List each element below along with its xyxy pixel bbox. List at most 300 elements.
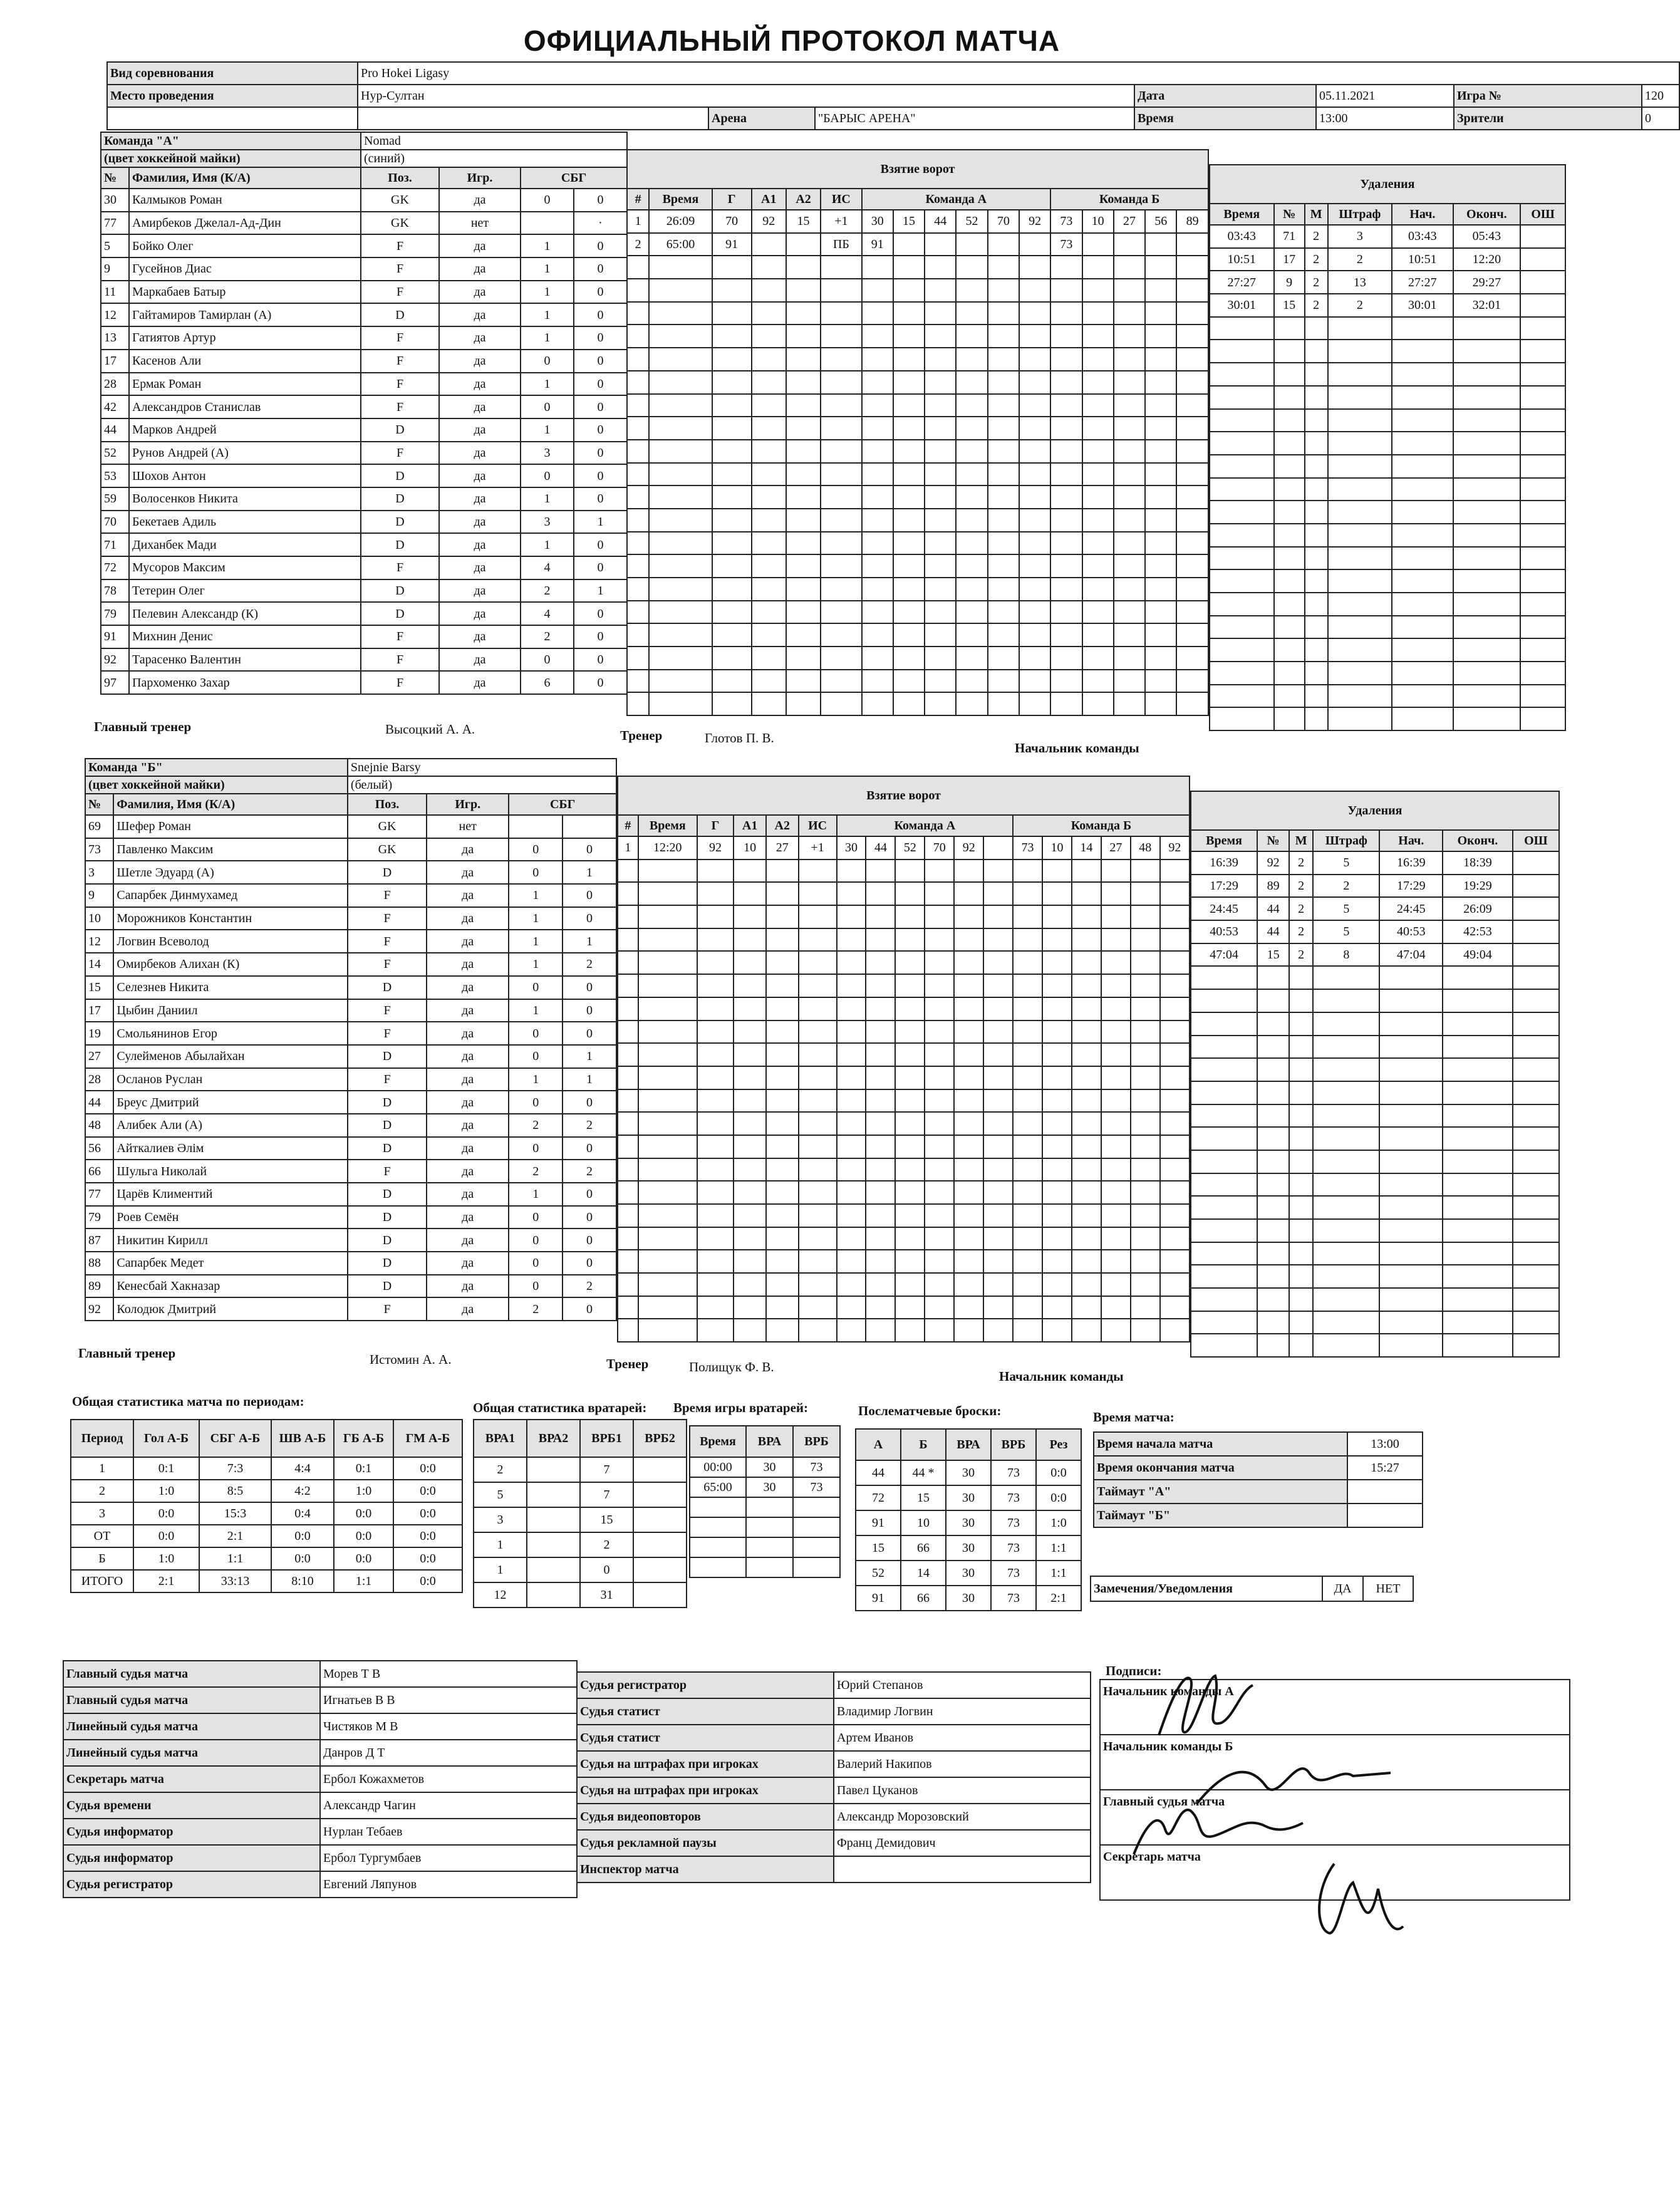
empty-cell (1101, 1296, 1131, 1319)
empty-cell (862, 486, 893, 509)
official-name: Валерий Накипов (834, 1751, 1091, 1777)
empty-cell (638, 882, 697, 905)
col-pen_time: Время (1210, 204, 1274, 225)
empty-cell (697, 882, 734, 905)
stats-cell (633, 1582, 687, 1607)
stats-cell: 0:0 (393, 1570, 462, 1592)
stats-cell: ИТОГО (71, 1570, 133, 1592)
empty-cell (893, 279, 925, 302)
empty-cell (712, 692, 752, 715)
player-shots-2: 0 (563, 884, 616, 907)
empty-cell (954, 1319, 983, 1342)
player-played: да (427, 1068, 509, 1091)
empty-cell (786, 647, 821, 670)
player-shots-1: 1 (521, 418, 574, 442)
penalty-row (1191, 1265, 1559, 1288)
empty-cell (1274, 685, 1305, 708)
empty-cell (627, 486, 649, 509)
stats-cell: 44 (856, 1460, 901, 1485)
arena-label: Арена (708, 107, 815, 130)
empty-cell (697, 951, 734, 974)
player-shots-2: 0 (574, 234, 627, 257)
player-name: Мусоров Максим (129, 556, 361, 579)
col-a1: А1 (752, 189, 786, 210)
empty-cell (956, 325, 987, 348)
empty-cell (1145, 463, 1176, 486)
player-row (85, 1252, 616, 1275)
empty-cell (799, 1112, 837, 1135)
player-number: 56 (85, 1137, 113, 1160)
goal-no: 2 (627, 233, 649, 256)
penalty-t: 30:01 (1210, 294, 1274, 317)
empty-cell (1042, 1296, 1072, 1319)
official-row (577, 1672, 1091, 1698)
empty-cell (837, 974, 866, 997)
player-played: да (427, 907, 509, 930)
empty-cell (1210, 478, 1274, 501)
empty-cell (1160, 1227, 1190, 1250)
penalty-sh: 2 (1313, 875, 1379, 898)
player-played: нет (439, 212, 521, 235)
penalties-title: Удаления (1210, 165, 1565, 204)
official-role: Судья регистратор (577, 1672, 834, 1698)
official-name: Владимир Логвин (834, 1698, 1091, 1725)
empty-cell (1131, 1089, 1160, 1113)
empty-cell (1176, 371, 1208, 394)
empty-cell (752, 486, 786, 509)
penalty-osh (1520, 248, 1565, 271)
empty-cell (638, 928, 697, 952)
empty-cell (618, 1181, 638, 1204)
empty-cell (956, 623, 987, 647)
team-name: Nomad (361, 132, 627, 150)
empty-cell (1019, 440, 1050, 463)
empty-cell (1313, 1219, 1379, 1242)
stats-cell: 8:5 (199, 1480, 271, 1502)
empty-cell (1145, 417, 1176, 440)
player-number: 28 (101, 373, 129, 396)
empty-cell (712, 440, 752, 463)
empty-cell (925, 1112, 954, 1135)
empty-cell (1013, 1158, 1042, 1182)
on-ice-b: 14 (1072, 836, 1101, 860)
empty-cell (1042, 951, 1072, 974)
empty-cell (649, 325, 712, 348)
empty-cell (1520, 662, 1565, 685)
player-played: да (427, 930, 509, 953)
empty-cell (1114, 692, 1145, 715)
player-name: Никитин Кирилл (113, 1228, 348, 1252)
player-played: да (427, 1252, 509, 1275)
player-number: 77 (101, 212, 129, 235)
empty-cell (1082, 302, 1114, 325)
penalty-sh: 8 (1313, 943, 1379, 967)
empty-cell (1392, 685, 1453, 708)
stats-cell (633, 1507, 687, 1532)
empty-cell (837, 928, 866, 952)
empty-cell (1328, 386, 1392, 409)
empty-cell (866, 1296, 895, 1319)
empty-cell (1305, 363, 1328, 386)
stats-cell (633, 1457, 687, 1482)
empty-cell (618, 928, 638, 952)
goal-row (618, 951, 1190, 974)
empty-cell (1072, 1158, 1101, 1182)
penalty-sh: 5 (1313, 897, 1379, 920)
empty-cell (1160, 1112, 1190, 1135)
stats-header: ВРБ1 (580, 1420, 633, 1457)
empty-cell (821, 348, 861, 371)
empty-cell (1072, 1135, 1101, 1158)
empty-cell (1210, 569, 1274, 593)
goal-g: 91 (712, 233, 752, 256)
player-played: да (439, 625, 521, 648)
empty-cell (734, 1319, 766, 1342)
player-shots-1: 0 (509, 1228, 563, 1252)
stats-cell (527, 1532, 580, 1557)
player-position: D (348, 976, 427, 999)
empty-cell (821, 692, 861, 715)
player-played: да (427, 999, 509, 1022)
official-row (63, 1713, 577, 1740)
empty-cell (1101, 1181, 1131, 1204)
col-team-a: Команда А (862, 189, 1051, 210)
penalty-osh (1520, 225, 1565, 248)
empty-cell (925, 509, 956, 532)
player-played: да (439, 487, 521, 511)
official-row (577, 1698, 1091, 1725)
empty-cell (988, 371, 1019, 394)
player-name: Шохов Антон (129, 464, 361, 487)
empty-cell (954, 1250, 983, 1273)
empty-cell (1050, 279, 1082, 302)
empty-cell (1379, 966, 1443, 989)
remarks-yes[interactable]: ДА (1322, 1576, 1363, 1601)
goals-title: Взятие ворот (618, 776, 1190, 815)
stats-cell: 1 (71, 1457, 133, 1480)
empty-cell (1274, 616, 1305, 639)
empty-cell (1453, 340, 1521, 363)
player-name: Осланов Руслан (113, 1068, 348, 1091)
empty-cell (638, 1021, 697, 1044)
player-shots-2: 0 (574, 556, 627, 579)
stats-cell: 0:0 (271, 1525, 334, 1547)
penalty-en: 05:43 (1453, 225, 1521, 248)
empty-cell (766, 1158, 799, 1182)
team-a-coach: Высоцкий А. А. (385, 722, 475, 737)
official-role: Судья информатор (63, 1845, 320, 1871)
goal-row (627, 256, 1208, 279)
empty-cell (1257, 1173, 1289, 1197)
empty-cell (956, 601, 987, 624)
penalty-row (1210, 524, 1565, 547)
empty-cell (956, 348, 987, 371)
empty-cell (1289, 1334, 1313, 1357)
stats-cell: 44 * (901, 1460, 946, 1485)
empty-cell (1042, 1112, 1072, 1135)
col-time: Время (638, 815, 697, 836)
empty-cell (1131, 1066, 1160, 1089)
stats-cell: 2:1 (199, 1525, 271, 1547)
penalty-row (1191, 1196, 1559, 1219)
on-ice-a: 30 (837, 836, 866, 860)
on-ice-b: 92 (1160, 836, 1190, 860)
empty-cell (983, 928, 1013, 952)
empty-cell (1289, 1265, 1313, 1288)
player-name: Шефер Роман (113, 815, 348, 838)
empty-cell (799, 1021, 837, 1044)
empty-cell (988, 670, 1019, 693)
empty-cell (925, 1158, 954, 1182)
player-played: да (427, 1091, 509, 1114)
empty-cell (1274, 638, 1305, 662)
penalty-m: 2 (1289, 920, 1313, 943)
empty-cell (638, 997, 697, 1021)
stats-cell: 15 (901, 1485, 946, 1510)
empty-cell (866, 951, 895, 974)
empty-cell (1042, 1066, 1072, 1089)
player-shots-2: 0 (563, 1183, 616, 1206)
empty-cell (752, 440, 786, 463)
empty-cell (734, 882, 766, 905)
player-shots-2: 0 (574, 281, 627, 304)
empty-cell (1274, 524, 1305, 547)
player-number: 53 (101, 464, 129, 487)
empty-cell (1019, 417, 1050, 440)
empty-cell (893, 394, 925, 417)
penalty-row (1191, 1288, 1559, 1311)
empty-cell (1050, 670, 1082, 693)
empty-cell (1313, 1334, 1379, 1357)
stats-header: ГМ А-Б (393, 1420, 462, 1457)
empty-cell (954, 1227, 983, 1250)
shootout-row (856, 1460, 1081, 1485)
empty-cell (786, 692, 821, 715)
player-name: Тетерин Олег (129, 579, 361, 603)
goal-row (618, 1319, 1190, 1342)
player-number: 44 (101, 418, 129, 442)
empty-cell (1443, 1036, 1512, 1059)
goal-a2 (786, 233, 821, 256)
official-name: Франц Демидович (834, 1830, 1091, 1856)
empty-cell (618, 1227, 638, 1250)
penalty-n: 92 (1257, 851, 1289, 875)
date-label: Дата (1134, 85, 1316, 107)
empty-cell (697, 1112, 734, 1135)
empty-cell (638, 1043, 697, 1066)
empty-cell (1072, 1227, 1101, 1250)
player-shots-1: 0 (509, 1275, 563, 1298)
empty-cell (1191, 966, 1257, 989)
penalty-row (1191, 897, 1559, 920)
stats-header-row (690, 1426, 840, 1457)
stats-cell: 66 (901, 1586, 946, 1611)
player-shots-1: 2 (509, 1297, 563, 1321)
empty-cell (1210, 707, 1274, 730)
player-row (101, 234, 627, 257)
empty-cell (862, 279, 893, 302)
empty-cell (988, 417, 1019, 440)
penalty-row (1210, 409, 1565, 432)
player-shots-2: 0 (563, 907, 616, 930)
empty-cell (712, 279, 752, 302)
player-shots-1: 0 (521, 395, 574, 418)
empty-cell (862, 463, 893, 486)
empty-cell (1274, 662, 1305, 685)
empty-cell (1145, 394, 1176, 417)
player-number: 14 (85, 953, 113, 976)
player-number: 30 (101, 189, 129, 212)
penalties-header-row (1210, 204, 1565, 225)
empty-cell (1019, 647, 1050, 670)
remarks-no[interactable]: НЕТ (1363, 1576, 1413, 1601)
player-number: 48 (85, 1114, 113, 1137)
empty-cell (1210, 409, 1274, 432)
empty-cell (821, 394, 861, 417)
player-shots-2: 0 (574, 602, 627, 625)
empty-cell (1191, 989, 1257, 1012)
empty-cell (1210, 662, 1274, 685)
goal-row (618, 997, 1190, 1021)
player-played: да (439, 464, 521, 487)
empty-cell (1019, 623, 1050, 647)
col-pen_time: Время (1191, 830, 1257, 851)
empty-cell (627, 279, 649, 302)
page-title: ОФИЦИАЛЬНЫЙ ПРОТОКОЛ МАТЧА (523, 24, 1060, 57)
empty-cell (752, 371, 786, 394)
empty-cell (1114, 509, 1145, 532)
penalty-n: 15 (1274, 294, 1305, 317)
penalty-m: 2 (1289, 943, 1313, 967)
stats-header: ВРБ (991, 1429, 1036, 1460)
empty-cell (1520, 638, 1565, 662)
empty-cell (627, 601, 649, 624)
stats-cell (690, 1517, 746, 1537)
empty-cell (954, 1066, 983, 1089)
empty-cell (1210, 524, 1274, 547)
empty-cell (1101, 1158, 1131, 1182)
player-shots-2: 2 (563, 1160, 616, 1183)
player-number: 17 (101, 350, 129, 373)
penalty-en: 42:53 (1443, 920, 1512, 943)
penalty-row (1191, 1127, 1559, 1150)
empty-cell (1101, 860, 1131, 883)
signature-chief-referee (1121, 1792, 1309, 1861)
empty-cell (954, 905, 983, 928)
period-row (71, 1502, 462, 1525)
stats-cell: ОТ (71, 1525, 133, 1547)
empty-cell (1072, 1043, 1101, 1066)
empty-cell (1379, 1288, 1443, 1311)
empty-cell (1328, 409, 1392, 432)
empty-cell (895, 974, 925, 997)
player-position: D (361, 533, 439, 556)
empty-cell (956, 394, 987, 417)
empty-cell (1520, 478, 1565, 501)
empty-cell (1257, 1196, 1289, 1219)
empty-cell (956, 486, 987, 509)
empty-cell (893, 302, 925, 325)
empty-cell (1443, 1012, 1512, 1036)
empty-cell (895, 1250, 925, 1273)
stats-cell: 1:0 (133, 1547, 199, 1570)
player-shots-1: 1 (521, 326, 574, 350)
stats-cell: 2:1 (133, 1570, 199, 1592)
stats-cell: 0 (580, 1557, 633, 1582)
team-jersey-row (85, 776, 616, 794)
stats-header: ВРА1 (474, 1420, 527, 1457)
empty-cell (837, 1158, 866, 1182)
stats-cell: 0:0 (133, 1502, 199, 1525)
empty-cell (1131, 1319, 1160, 1342)
empty-cell (697, 1158, 734, 1182)
player-number: 9 (85, 884, 113, 907)
empty-cell (1050, 325, 1082, 348)
match-time-row (1094, 1504, 1423, 1527)
empty-cell (821, 325, 861, 348)
penalty-row (1191, 1012, 1559, 1036)
empty-cell (895, 1319, 925, 1342)
empty-cell (766, 1089, 799, 1113)
empty-cell (1392, 524, 1453, 547)
empty-cell (799, 1089, 837, 1113)
empty-cell (1191, 1036, 1257, 1059)
empty-cell (1013, 1021, 1042, 1044)
on-ice-a: 15 (893, 210, 925, 233)
player-name: Бекетаев Адиль (129, 511, 361, 534)
empty-cell (866, 1089, 895, 1113)
player-shots-2 (563, 815, 616, 838)
stats-header: ВРБ2 (633, 1420, 687, 1457)
empty-cell (1042, 1158, 1072, 1182)
stats-cell: 0:0 (393, 1480, 462, 1502)
empty-cell (618, 1135, 638, 1158)
empty-cell (734, 1043, 766, 1066)
player-name: Рунов Андрей (А) (129, 442, 361, 465)
stats-cell: 4:2 (271, 1480, 334, 1502)
empty-cell (1379, 1196, 1443, 1219)
player-row (101, 418, 627, 442)
player-shots-1 (509, 815, 563, 838)
stats-cell: 12 (474, 1582, 527, 1607)
empty-cell (925, 905, 954, 928)
goal-row (627, 348, 1208, 371)
player-name: Волосенков Никита (129, 487, 361, 511)
stats-cell: 66 (901, 1535, 946, 1561)
player-number: 92 (85, 1297, 113, 1321)
player-shots-2: 1 (563, 930, 616, 953)
empty-cell (697, 1181, 734, 1204)
empty-cell (1513, 1058, 1559, 1081)
empty-cell (866, 860, 895, 883)
stats-header: ШВ А-Б (271, 1420, 334, 1457)
penalty-t: 47:04 (1191, 943, 1257, 967)
stats-cell: 30 (946, 1485, 991, 1510)
empty-cell (1328, 685, 1392, 708)
empty-cell (1176, 578, 1208, 601)
stats-cell: 91 (856, 1510, 901, 1535)
shootout-table (855, 1428, 1082, 1611)
col-g: Г (697, 815, 734, 836)
empty-cell (649, 532, 712, 555)
empty-cell (1392, 317, 1453, 340)
player-shots-2: 0 (563, 1228, 616, 1252)
goal-row (618, 1296, 1190, 1319)
player-number: 5 (101, 234, 129, 257)
empty-cell (1520, 707, 1565, 730)
empty-cell (1114, 463, 1145, 486)
player-name: Амирбеков Джелал-Ад-Дин (129, 212, 361, 235)
